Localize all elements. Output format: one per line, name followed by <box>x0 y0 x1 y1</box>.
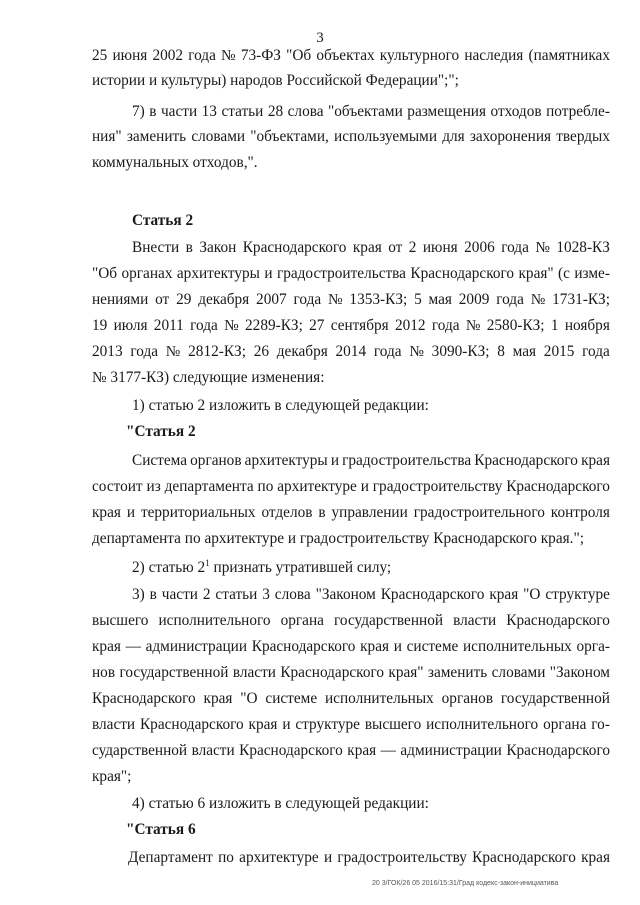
word: исполнительных <box>463 638 572 655</box>
word: состоит <box>92 478 143 495</box>
text-line: департамента по архитектуре и градостроительству Краснодарского края."; <box>92 530 584 547</box>
text-line <box>92 129 610 144</box>
word: и <box>393 638 402 655</box>
word: отделов <box>261 504 313 521</box>
word: 7) <box>132 103 145 120</box>
word: архитектуре <box>239 849 319 866</box>
word: Краснодарского <box>506 742 610 759</box>
word: декабря <box>198 291 250 308</box>
word: органа <box>543 716 587 733</box>
text-line: истории и культуры) народов Российской Федерации";"; <box>92 72 459 89</box>
word: архитектуре <box>277 478 357 495</box>
word: года <box>293 291 322 308</box>
article-heading: "Статья 6 <box>126 821 196 838</box>
word: 13 <box>201 103 217 120</box>
word: твердых <box>556 128 610 145</box>
text-line <box>92 717 610 732</box>
word: статьи <box>215 586 258 603</box>
word: 2015 <box>543 343 575 360</box>
word: — <box>380 742 396 759</box>
word: края <box>581 452 610 469</box>
word: 73-ФЗ <box>240 47 281 64</box>
word: слова <box>287 103 324 120</box>
text-line <box>92 292 610 307</box>
word: градостроительного <box>413 504 545 521</box>
word: сентября <box>330 317 389 334</box>
word: "объектами, <box>250 128 329 145</box>
word: департамента <box>164 478 254 495</box>
word: органах <box>121 265 173 282</box>
text-line <box>92 743 610 758</box>
word: словами <box>491 664 546 681</box>
word: июня <box>112 47 148 64</box>
word: потребле- <box>546 103 610 120</box>
word: 2 <box>408 239 417 256</box>
word: № <box>530 291 546 308</box>
word: исполнительного <box>426 716 539 733</box>
word: года <box>130 343 159 360</box>
text-line <box>92 691 610 706</box>
word: ния" <box>92 128 122 145</box>
word: власти <box>232 664 276 681</box>
word: градостроительства <box>276 265 406 282</box>
word: 19 <box>92 317 108 334</box>
text-fragment: признать утратившей силу; <box>209 559 392 577</box>
article-heading: Статья 2 <box>132 212 194 229</box>
word: Внести <box>132 239 180 256</box>
word: 3 <box>262 586 270 603</box>
text-line <box>92 850 610 865</box>
word: края <box>360 638 390 655</box>
word: июля <box>113 317 148 334</box>
word: № <box>224 317 239 334</box>
word: системе <box>265 690 318 707</box>
word: 2014 <box>335 343 367 360</box>
word: № <box>221 47 236 64</box>
word: 2289-КЗ; <box>245 317 303 334</box>
word: года <box>431 317 460 334</box>
word: (памятниках <box>528 47 610 64</box>
word: государственной <box>119 664 229 681</box>
word: Департамент <box>128 849 213 866</box>
word: по <box>257 478 274 495</box>
word: № <box>327 291 343 308</box>
word: 5 <box>414 291 422 308</box>
word: в <box>149 586 157 603</box>
word: контроля <box>550 504 610 521</box>
superscript: 1 <box>205 558 210 568</box>
word: Краснодарского <box>280 664 385 681</box>
word: и <box>323 849 333 866</box>
word: от <box>155 291 170 308</box>
word: сударственной <box>92 742 188 759</box>
text-line <box>132 559 391 575</box>
word: органов <box>441 690 494 707</box>
word: "Об <box>286 47 312 64</box>
word: государственной <box>500 690 610 707</box>
word: наследия <box>464 47 524 64</box>
word: № <box>465 317 481 334</box>
word: 2007 <box>256 291 287 308</box>
word: Система <box>132 452 188 469</box>
word: нениями <box>92 291 149 308</box>
text-line <box>92 318 610 333</box>
word: в <box>149 103 157 120</box>
word: "объектами <box>328 103 403 120</box>
text-line <box>92 240 610 255</box>
word: 2011 <box>153 317 184 334</box>
word: 1731-КЗ; <box>552 291 610 308</box>
word: (с <box>558 265 570 282</box>
text-line <box>92 104 610 119</box>
word: 2012 <box>394 317 426 334</box>
text-line <box>92 453 610 468</box>
word: нов <box>92 664 116 681</box>
word: территориальных <box>140 504 256 521</box>
word: от <box>388 239 403 256</box>
word: Краснодарского <box>472 849 576 866</box>
word: 1353-КЗ; <box>349 291 408 308</box>
word: го- <box>591 716 610 733</box>
word: управлении <box>331 504 408 521</box>
word: культурного <box>379 47 460 64</box>
word: органа <box>280 612 324 629</box>
word: используемыми <box>334 128 438 145</box>
word: ноября <box>564 317 610 334</box>
word: государственной <box>334 612 444 629</box>
text-line <box>92 639 610 654</box>
text-line: 1) статью 2 изложить в следующей редакции: <box>132 397 429 414</box>
word: Краснодарского <box>251 638 356 655</box>
word: из <box>146 478 161 495</box>
word: и <box>264 265 273 282</box>
word: архитектуры <box>244 452 328 469</box>
word: градостроительству <box>372 478 503 495</box>
word: структуре <box>545 586 610 603</box>
word: системе <box>406 638 459 655</box>
word: высшего <box>92 612 149 629</box>
word: № <box>409 343 424 360</box>
word: июня <box>422 239 458 256</box>
word: в <box>185 239 193 256</box>
word: "Законом <box>315 586 376 603</box>
word: 2 <box>202 586 211 603</box>
word: части <box>160 103 198 120</box>
word: изме- <box>574 265 610 282</box>
word: органов <box>190 452 242 469</box>
word: "Об <box>92 265 118 282</box>
word: архитектуры <box>176 265 260 282</box>
word: и <box>126 504 136 521</box>
text-line <box>92 613 610 628</box>
word: орга- <box>576 638 610 655</box>
word: декабря <box>276 343 328 360</box>
word: Краснодарского <box>242 239 347 256</box>
word: края <box>203 690 233 707</box>
word: исполнительного <box>158 612 271 629</box>
word: заменить <box>427 664 488 681</box>
word: года <box>496 291 524 308</box>
word: и <box>360 478 369 495</box>
word: края <box>352 239 382 256</box>
text-line <box>92 48 610 63</box>
word: года <box>373 343 402 360</box>
word: года <box>188 47 216 64</box>
word: администрации <box>145 638 248 655</box>
word: части <box>161 586 198 603</box>
article-heading: "Статья 2 <box>126 423 196 440</box>
text-line <box>92 266 610 281</box>
word: Закон <box>199 239 237 256</box>
word: отходов <box>490 103 542 120</box>
word: "О <box>523 586 541 603</box>
word: власти <box>92 716 136 733</box>
text-line <box>92 505 610 520</box>
word: Краснодарского <box>474 452 578 469</box>
word: края <box>581 849 610 866</box>
word: № <box>535 239 550 256</box>
word: 1 <box>550 317 559 334</box>
page-number: 3 <box>316 30 324 46</box>
word: статьи <box>221 103 264 120</box>
word: 2580-КЗ; <box>486 317 545 334</box>
word: Краснодарского <box>410 265 515 282</box>
word: слова <box>274 586 311 603</box>
word: власти <box>453 612 497 629</box>
word: Краснодарского <box>92 690 196 707</box>
word: 3090-КЗ; <box>431 343 490 360</box>
word: края <box>92 638 121 655</box>
word: 29 <box>176 291 192 308</box>
text-line: № 3177-КЗ) следующие изменения: <box>92 369 325 386</box>
word: 1028-КЗ <box>556 239 610 256</box>
word: года <box>501 239 529 256</box>
word: 28 <box>267 103 284 120</box>
word: захоронения <box>469 128 552 145</box>
word: в <box>318 504 326 521</box>
word: края <box>248 716 278 733</box>
word: 27 <box>309 317 325 334</box>
text-line <box>92 665 610 680</box>
word: года <box>190 317 218 334</box>
word: структуре <box>295 716 360 733</box>
word: и <box>330 452 340 469</box>
word: "Законом <box>549 664 610 681</box>
word: исполнительных <box>324 690 434 707</box>
word: 3) <box>132 586 145 603</box>
text-line: коммунальных отходов,". <box>92 154 258 171</box>
word: для <box>442 128 465 145</box>
text-line: края"; <box>92 768 132 785</box>
word: 8 <box>497 343 505 360</box>
word: и <box>282 716 291 733</box>
word: Краснодарского <box>139 716 244 733</box>
word: высшего <box>364 716 422 733</box>
text-fragment: 2) статью 2 <box>132 559 206 577</box>
text-line <box>92 587 610 602</box>
word: градостроительству <box>337 849 467 866</box>
word: мая <box>512 343 537 360</box>
word: 2812-КЗ; <box>188 343 246 360</box>
text-line <box>92 344 610 359</box>
word: края <box>347 742 377 759</box>
word: края <box>92 504 121 521</box>
word: Краснодарского <box>239 742 343 759</box>
word: края" <box>388 664 424 681</box>
word: мая <box>428 291 452 308</box>
word: года <box>582 343 610 360</box>
word: № <box>165 343 181 360</box>
word: по <box>218 849 234 866</box>
word: власти <box>191 742 235 759</box>
text-line <box>92 479 610 494</box>
word: Краснодарского <box>506 478 610 495</box>
word: края" <box>518 265 554 282</box>
word: 2013 <box>92 343 123 360</box>
word: 25 <box>92 47 108 64</box>
word: администрации <box>400 742 502 759</box>
word: словами <box>191 128 246 145</box>
word: 2009 <box>458 291 490 308</box>
word: градостроительства <box>342 452 472 469</box>
word: "О <box>240 690 258 707</box>
word: заменить <box>126 128 187 145</box>
word: 2002 <box>152 47 184 64</box>
text-line: 4) статью 6 изложить в следующей редакции: <box>132 795 429 812</box>
word: размещения <box>407 103 487 120</box>
word: объектах <box>316 47 375 64</box>
word: 2006 <box>464 239 495 256</box>
footer-file-path: 20 3/ГОК/26 05 2016/15:31/Град кодекс-закон-инициатива <box>372 880 559 887</box>
word: Краснодарского <box>506 612 610 629</box>
word: 26 <box>253 343 269 360</box>
word: — <box>125 638 141 655</box>
word: края <box>489 586 519 603</box>
word: Краснодарского <box>380 586 485 603</box>
